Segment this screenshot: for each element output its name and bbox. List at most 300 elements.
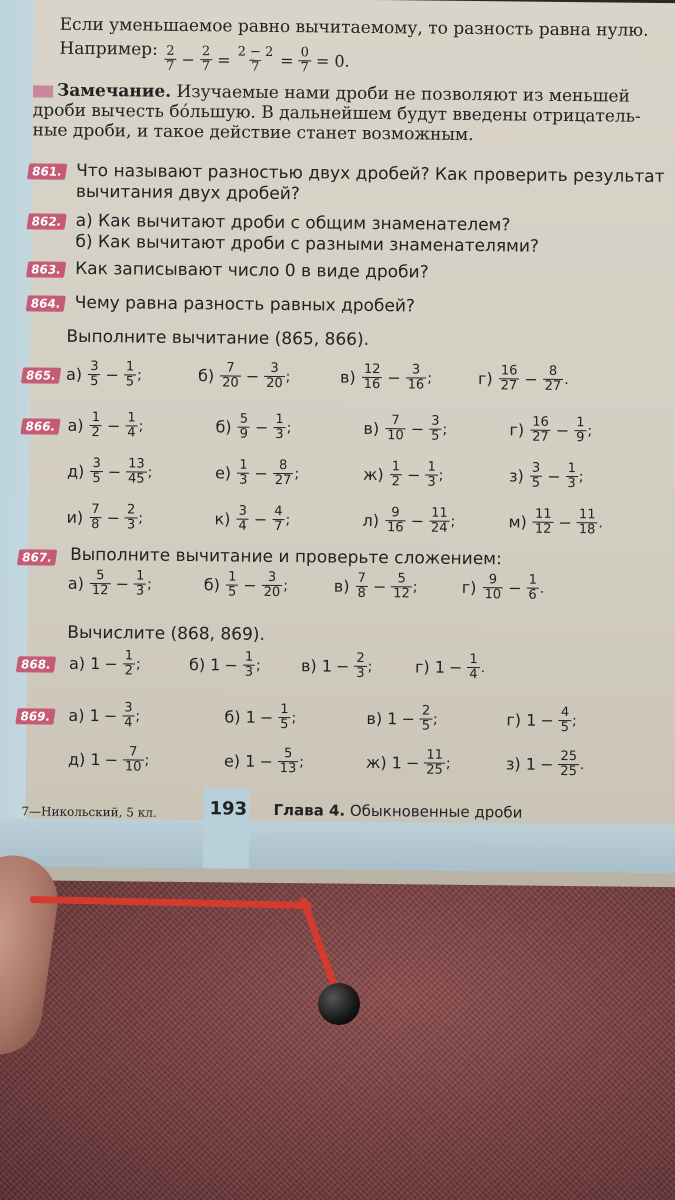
- expression: [506, 749, 585, 779]
- numerator: 11: [431, 505, 448, 521]
- denominator: 12: [393, 586, 410, 602]
- expression: [215, 412, 291, 442]
- minus-sign: −: [547, 466, 561, 486]
- numerator: 7: [226, 360, 235, 376]
- note-icon: [33, 85, 53, 97]
- numerator: 12: [363, 361, 381, 378]
- denominator: 18: [578, 522, 596, 538]
- item-letter: г): [414, 657, 430, 677]
- expression: [363, 414, 447, 444]
- fraction: [272, 505, 285, 534]
- denominator: 27: [544, 378, 562, 394]
- minus-sign: −: [104, 750, 119, 770]
- fraction: [406, 363, 427, 392]
- fraction: [273, 459, 294, 488]
- punctuation: ;: [138, 418, 144, 435]
- whole-number: 1: [210, 655, 221, 675]
- question-line: вычитания двух дробей?: [75, 181, 300, 205]
- minus-sign: −: [254, 417, 269, 437]
- fraction: [530, 416, 551, 445]
- numerator: 1: [125, 359, 135, 375]
- punctuation: ;: [138, 510, 144, 527]
- fraction: [89, 411, 102, 440]
- remark-line-1: Замечание. Изучаемые нами дроби не позволяют из меньшей: [33, 80, 630, 106]
- section-title-1: Выполните вычитание (865, 866).: [66, 326, 370, 350]
- remark-line-3: ные дроби, и такое действие станет возможным.: [32, 120, 474, 146]
- numerator: 3: [267, 569, 277, 585]
- fraction: [533, 508, 554, 537]
- punctuation: ;: [433, 711, 438, 728]
- minus-sign: −: [558, 512, 572, 533]
- whole-number: 1: [90, 654, 101, 674]
- exercise-number-badge: 866.: [20, 418, 60, 434]
- exercise-number-badge: 863.: [26, 261, 66, 277]
- item-letter: к): [214, 509, 231, 529]
- fraction: [124, 360, 137, 389]
- numerator: 1: [228, 569, 237, 585]
- denominator: 25: [426, 762, 443, 778]
- fraction: [482, 573, 503, 602]
- fraction: [90, 569, 111, 598]
- expression: [68, 569, 152, 599]
- denominator: 10: [484, 587, 502, 603]
- punctuation: ;: [144, 752, 150, 769]
- punctuation: ;: [286, 419, 292, 436]
- denominator: 10: [387, 428, 404, 444]
- expression: [462, 573, 545, 603]
- remark-label: Замечание.: [56, 80, 172, 102]
- fraction: [226, 570, 239, 599]
- chapter-label: Глава 4.: [273, 800, 346, 820]
- numerator: 1: [135, 568, 145, 584]
- numerator: 3: [90, 359, 99, 375]
- denominator: 5: [227, 584, 237, 600]
- punctuation: ;: [367, 658, 373, 675]
- denominator: 24: [430, 520, 448, 536]
- punctuation: .: [598, 514, 603, 531]
- fraction: [577, 508, 598, 537]
- numerator: 25: [560, 748, 578, 765]
- question-line: Чему равна разность равных дробей?: [74, 292, 416, 317]
- denominator: 27: [500, 378, 518, 394]
- item-letter: б): [188, 655, 206, 675]
- minus-sign: −: [508, 578, 522, 598]
- numerator: 11: [534, 506, 552, 522]
- numerator: 5: [397, 571, 406, 587]
- denominator: 10: [124, 759, 142, 775]
- numerator: 2: [356, 650, 365, 666]
- minus-sign: −: [103, 706, 118, 726]
- denominator: 3: [427, 474, 436, 490]
- exercise-number-badge: 867.: [17, 549, 57, 565]
- numerator: 1: [528, 572, 537, 588]
- exercise-867-title: Выполните вычитание и проверьте сложением:: [70, 544, 502, 570]
- numerator: 1: [239, 457, 248, 473]
- expression: [198, 361, 291, 391]
- page-number: 193: [209, 798, 248, 820]
- item-letter: в): [363, 418, 380, 439]
- fraction: [237, 459, 250, 488]
- punctuation: ;: [438, 467, 444, 484]
- minus-sign: −: [540, 710, 554, 730]
- denominator: 25: [560, 763, 577, 780]
- question-line: а) Как вычитают дроби с общим знаменателем?: [75, 210, 511, 236]
- fraction: [390, 460, 403, 489]
- fraction: [123, 649, 136, 678]
- numerator: 7: [91, 502, 100, 518]
- fraction: [355, 572, 368, 601]
- rule-line: Если уменьшаемое равно вычитаемому, то разность равна нулю.: [59, 14, 649, 41]
- denominator: 27: [274, 472, 292, 489]
- punctuation: ;: [147, 464, 153, 481]
- numerator: 5: [283, 746, 293, 762]
- minus-sign: −: [107, 462, 122, 482]
- numerator: 4: [274, 503, 283, 520]
- fraction: [526, 574, 539, 603]
- fraction: [89, 503, 102, 532]
- numerator: 1: [576, 415, 585, 431]
- item-letter: в): [300, 656, 317, 676]
- item-letter: г): [477, 369, 493, 389]
- exercise-number-badge: 868.: [16, 656, 56, 672]
- fraction: [134, 569, 147, 598]
- fraction: [385, 506, 406, 535]
- item-letter: в): [333, 576, 350, 596]
- fraction: [543, 365, 564, 394]
- minus-sign: −: [410, 511, 425, 531]
- expression: [508, 507, 603, 537]
- punctuation: ;: [571, 712, 577, 729]
- expression: [68, 745, 150, 775]
- minus-sign: −: [410, 419, 425, 439]
- fraction: [391, 572, 412, 601]
- punctuation: ;: [135, 656, 141, 673]
- fraction: [273, 413, 286, 442]
- fraction: [424, 749, 445, 778]
- minus-sign: −: [106, 416, 121, 436]
- denominator: 5: [92, 471, 101, 487]
- item-letter: в): [366, 708, 383, 729]
- punctuation: ;: [445, 755, 451, 772]
- minus-sign: −: [106, 508, 121, 528]
- expression: [509, 461, 584, 491]
- item-letter: е): [223, 751, 241, 771]
- punctuation: .: [539, 580, 545, 597]
- fraction: [362, 363, 383, 392]
- denominator: 13: [279, 761, 297, 777]
- fraction: [385, 414, 406, 443]
- minus-sign: −: [259, 707, 274, 727]
- denominator: 8: [357, 585, 366, 601]
- minus-sign: −: [245, 366, 260, 386]
- fraction: [558, 750, 579, 779]
- numerator: 7: [357, 570, 367, 586]
- numerator: 1: [391, 459, 401, 475]
- example-line: [59, 39, 354, 76]
- numerator: 1: [427, 459, 436, 475]
- punctuation: ;: [578, 468, 584, 485]
- numerator: 3: [124, 700, 133, 716]
- numerator: 2: [126, 502, 136, 518]
- whole-number: 1: [434, 657, 446, 677]
- section-title-2: Вычислите (868, 869).: [67, 622, 266, 645]
- expression: [66, 360, 142, 390]
- minus-sign: −: [335, 656, 350, 676]
- expression: [189, 650, 261, 680]
- numerator: 1: [469, 652, 478, 668]
- question-line: б) Как вычитают дроби с разными знаменателями?: [75, 231, 540, 257]
- fraction: [264, 362, 285, 391]
- denominator: 5: [421, 718, 431, 734]
- item-letter: г): [509, 420, 525, 440]
- expression: [68, 701, 140, 731]
- denominator: 12: [534, 521, 552, 537]
- denominator: 5: [90, 374, 99, 390]
- item-letter: ж): [362, 464, 384, 485]
- tablecloth: [0, 860, 675, 1200]
- item-letter: б): [197, 366, 215, 386]
- item-letter: д): [67, 749, 86, 769]
- expression: [506, 705, 577, 735]
- numerator: 13: [128, 456, 145, 472]
- item-letter: м): [508, 512, 527, 532]
- expression: [366, 704, 438, 734]
- numerator: 8: [548, 363, 558, 379]
- whole-number: 1: [526, 710, 537, 730]
- item-letter: з): [508, 466, 524, 486]
- expression: [66, 503, 143, 533]
- punctuation: .: [564, 371, 569, 388]
- item-letter: б): [224, 707, 241, 727]
- minus-sign: −: [105, 365, 119, 385]
- fraction: [420, 704, 433, 733]
- numerator: 1: [567, 461, 576, 477]
- numerator: 1: [91, 410, 101, 426]
- denominator: 3: [126, 517, 136, 533]
- item-letter: з): [505, 754, 521, 774]
- item-letter: б): [203, 575, 221, 595]
- denominator: 3: [356, 665, 365, 681]
- fraction: [467, 653, 480, 682]
- punctuation: ;: [412, 578, 418, 595]
- denominator: 9: [239, 426, 248, 442]
- punctuation: ;: [442, 421, 448, 438]
- denominator: 9: [576, 430, 585, 446]
- item-letter: г): [461, 577, 477, 598]
- numerator: 3: [270, 360, 279, 377]
- denominator: 2: [91, 425, 100, 441]
- numerator: 3: [431, 413, 440, 429]
- minus-sign: −: [387, 368, 401, 388]
- fraction: [574, 416, 587, 445]
- fraction: [530, 462, 543, 491]
- minus-sign: −: [555, 420, 570, 441]
- numerator: 1: [124, 648, 134, 664]
- punctuation: ;: [283, 577, 289, 594]
- numerator: 7: [391, 413, 400, 429]
- expression: [334, 572, 418, 602]
- fraction: [123, 745, 144, 774]
- expression: [215, 458, 299, 488]
- minus-sign: −: [115, 574, 130, 594]
- item-letter: б): [215, 417, 232, 437]
- denominator: 3: [244, 664, 254, 680]
- numerator: 4: [560, 704, 570, 721]
- fraction: [126, 457, 147, 486]
- whole-number: 1: [90, 750, 101, 770]
- item-letter: а): [65, 364, 83, 384]
- question-line: Как записывают число 0 в виде дроби?: [75, 258, 429, 283]
- denominator: 16: [386, 520, 404, 536]
- expression: [509, 415, 592, 445]
- expression: [415, 652, 485, 682]
- denominator: 4: [238, 518, 247, 534]
- fraction: [429, 415, 442, 444]
- fraction: [220, 361, 241, 390]
- punctuation: ;: [299, 753, 305, 770]
- minus-sign: −: [524, 369, 538, 389]
- fraction: [125, 411, 138, 440]
- numerator: 1: [127, 410, 136, 426]
- expression: [214, 504, 290, 534]
- punctuation: .: [579, 756, 585, 773]
- numerator: 3: [531, 460, 541, 476]
- whole-number: 1: [321, 656, 333, 676]
- punctuation: ;: [147, 576, 153, 593]
- numerator: 11: [578, 507, 596, 523]
- numerator: 16: [532, 414, 549, 430]
- numerator: 9: [391, 505, 400, 521]
- punctuation: .: [480, 659, 486, 676]
- denominator: 5: [531, 475, 541, 491]
- denominator: 4: [127, 425, 136, 441]
- numerator: 9: [488, 572, 498, 588]
- punctuation: ;: [427, 370, 433, 387]
- example-prefix: Например:: [59, 38, 158, 60]
- minus-sign: −: [406, 465, 421, 485]
- fraction: [243, 651, 256, 680]
- item-letter: ж): [365, 752, 387, 773]
- item-letter: е): [214, 463, 232, 483]
- minus-sign: −: [448, 657, 463, 677]
- denominator: 5: [280, 717, 289, 733]
- fraction: [262, 571, 283, 600]
- minus-sign: −: [401, 709, 415, 729]
- numerator: 11: [426, 747, 444, 763]
- numerator: 2: [421, 703, 431, 719]
- denominator: 8: [91, 517, 100, 533]
- expression: [69, 649, 141, 679]
- fraction: [125, 503, 138, 532]
- denominator: 20: [263, 584, 281, 601]
- denominator: 5: [125, 374, 135, 390]
- item-letter: а): [68, 653, 86, 673]
- denominator: 20: [266, 375, 283, 392]
- whole-number: 1: [387, 709, 398, 729]
- numerator: 1: [280, 702, 289, 718]
- punctuation: ;: [450, 513, 456, 530]
- whole-number: 1: [245, 707, 256, 727]
- expression: [362, 506, 455, 536]
- exercise-number-badge: 864.: [26, 295, 66, 311]
- denominator: 27: [532, 429, 549, 445]
- expression: [224, 746, 304, 776]
- expression: [366, 748, 451, 778]
- footer-left: 7—Никольский, 5 кл.: [21, 804, 157, 820]
- denominator: 5: [560, 719, 570, 736]
- fraction: [122, 701, 135, 730]
- example-expression: $\frac{2}{7}$ − $\frac{2}{7}$ = $\frac{2 - 2}{7}$ = $\frac{0}{7}$ = 0.: [166, 43, 350, 76]
- item-letter: г): [506, 710, 522, 730]
- fraction: [278, 747, 299, 776]
- minus-sign: −: [254, 463, 268, 483]
- denominator: 3: [239, 472, 248, 488]
- fraction: [565, 462, 578, 491]
- punctuation: ;: [137, 367, 142, 384]
- denominator: 20: [222, 375, 239, 391]
- denominator: 2: [391, 474, 401, 490]
- footer-chapter: [273, 801, 522, 822]
- minus-sign: −: [372, 577, 387, 597]
- denominator: 3: [567, 476, 576, 492]
- black-knob: [318, 983, 360, 1025]
- denominator: 12: [91, 583, 109, 599]
- denominator: 4: [469, 667, 478, 683]
- fraction: [425, 461, 438, 490]
- item-letter: и): [66, 507, 84, 527]
- fraction: [354, 652, 367, 681]
- punctuation: ;: [587, 422, 593, 439]
- denominator: 16: [363, 376, 381, 393]
- item-letter: а): [67, 415, 84, 435]
- item-letter: в): [339, 367, 356, 387]
- numerator: 5: [96, 568, 105, 584]
- denominator: 45: [127, 471, 145, 487]
- punctuation: ;: [256, 657, 261, 674]
- item-letter: а): [67, 573, 84, 593]
- numerator: 3: [238, 503, 247, 519]
- numerator: 7: [129, 744, 138, 760]
- fraction: [559, 706, 572, 735]
- denominator: 4: [124, 715, 133, 731]
- whole-number: 1: [89, 706, 100, 726]
- item-letter: а): [68, 705, 85, 725]
- minus-sign: −: [253, 509, 268, 529]
- numerator: 3: [411, 362, 421, 378]
- denominator: 2: [124, 663, 134, 679]
- denominator: 3: [275, 426, 284, 443]
- fraction: [429, 507, 450, 536]
- exercise-number-badge: 865.: [21, 367, 61, 383]
- exercise-number-badge: 861.: [27, 163, 67, 179]
- expression: [301, 651, 373, 681]
- item-letter: л): [362, 510, 380, 531]
- numerator: 1: [275, 411, 284, 428]
- exercise-number-badge: 869.: [15, 708, 55, 724]
- denominator: 6: [528, 587, 537, 603]
- fraction: [238, 413, 251, 442]
- expression: [204, 570, 288, 600]
- whole-number: 1: [245, 751, 256, 771]
- denominator: 16: [407, 377, 425, 393]
- expression: [224, 702, 296, 732]
- fraction: [90, 457, 103, 486]
- denominator: 7: [274, 518, 283, 535]
- minus-sign: −: [224, 655, 238, 675]
- denominator: 3: [135, 583, 145, 599]
- numerator: 8: [279, 458, 288, 474]
- minus-sign: −: [405, 753, 420, 773]
